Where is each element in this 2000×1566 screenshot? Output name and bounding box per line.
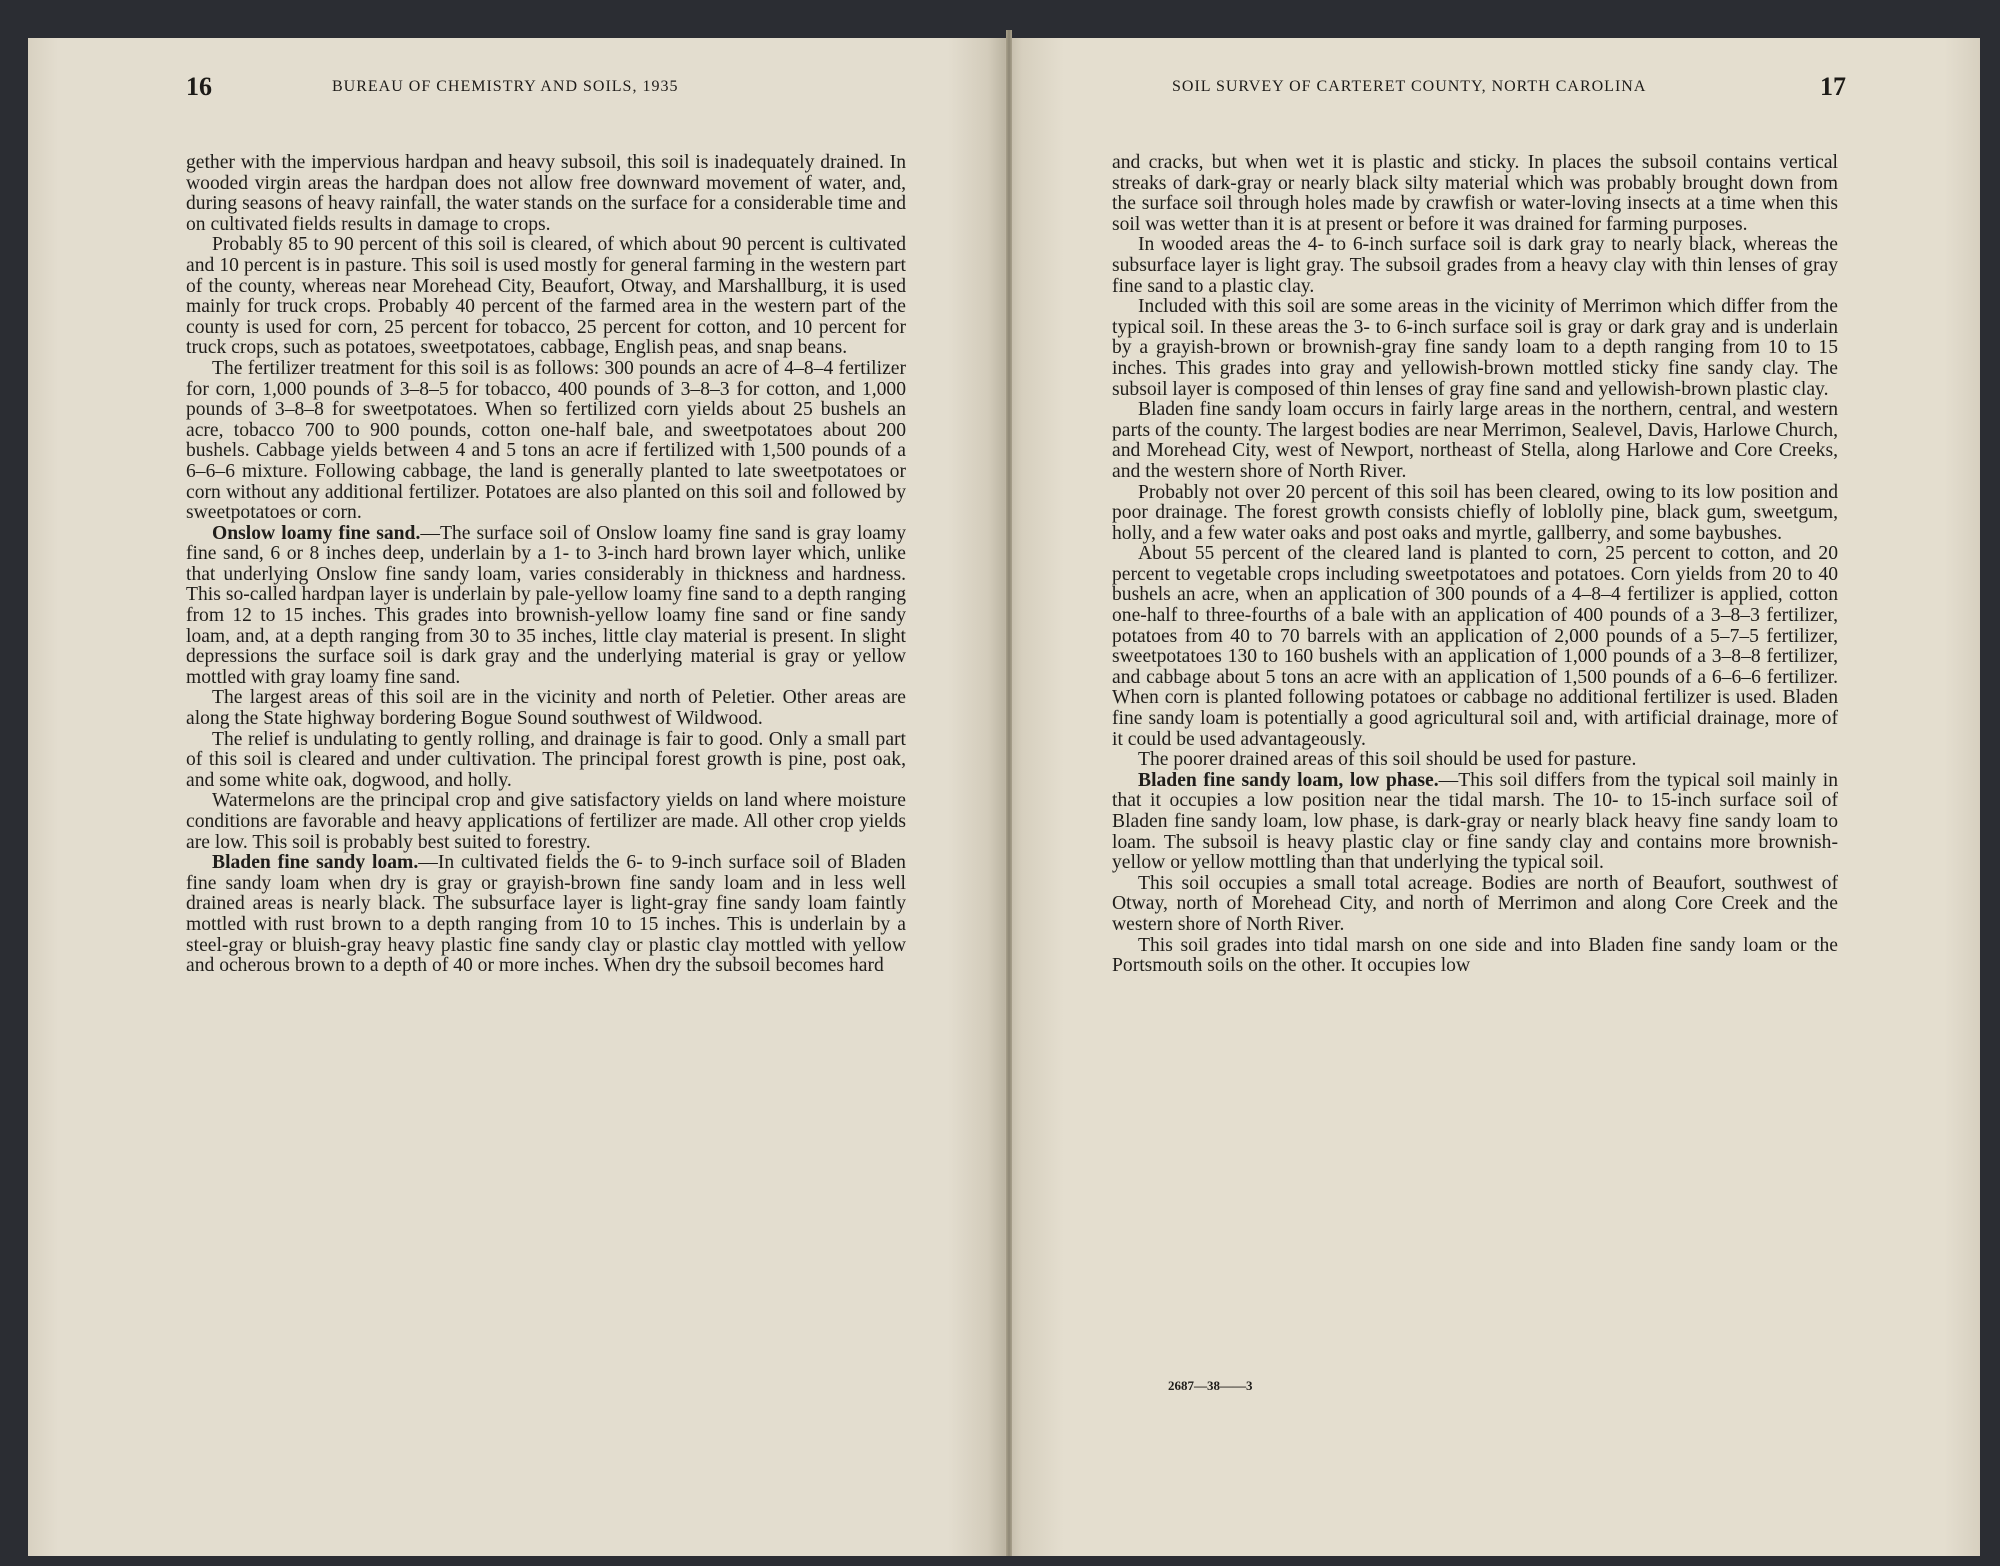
soil-heading: Bladen fine sandy loam, low phase.	[1138, 769, 1439, 791]
paragraph: gether with the impervious hardpan and heavy subsoil, this soil is inadequately drained. In wooded virgin areas the hardpan does not allow free downward movement of water, and, during seasons of heavy rainfall, the water stands on the surface for a considerable time and on cultivated fields results in damage to crops.	[186, 152, 906, 235]
paragraph: This soil grades into tidal marsh on one side and into Bladen fine sandy loam or the Portsmouth soils on the other. It occupies low	[1112, 934, 1838, 977]
right-page-number: 17	[1820, 72, 1846, 101]
paragraph: Included with this soil are some areas in the vicinity of Merrimon which differ from the typical soil. In these areas the 3- to 6-inch surface soil is gray or dark gray and is underlain by a grayish-brown or brownish-gray fine sandy loam to a depth ranging from 10 to 15 inches. This grades into gray and yellowish-brown mottled sticky fine sandy clay. The subsoil layer is composed of thin lenses of gray fine sand and yellowish-brown plastic clay.	[1112, 296, 1838, 400]
paragraph: Bladen fine sandy loam.—In cultivated fields the 6- to 9-inch surface soil of Bladen fine sandy loam when dry is gray or grayish-brown fine sandy loam and in less well drained areas is nearly black. The subsurface layer is light-gray fine sandy loam faintly mottled with rust brown to a depth ranging from 10 to 15 inches. This is underlain by a steel-gray or bluish-gray heavy plastic fine sandy clay or plastic clay mottled with yellow and ocherous brown to a depth of 40 or more inches. When dry the subsoil becomes hard	[186, 852, 906, 977]
left-running-head: BUREAU OF CHEMISTRY AND SOILS, 1935	[332, 78, 679, 95]
paragraph: This soil occupies a small total acreage. Bodies are north of Beaufort, southwest of Otway, north of Morehead City, and north of Merrimon and along Core Creek and the western shore of North River.	[1112, 872, 1838, 935]
paragraph: Probably 85 to 90 percent of this soil is cleared, of which about 90 percent is cultivated and 10 percent is in pasture. This soil is used mostly for general farming in the western part of the county, whereas near Morehead City, Beaufort, Otway, and Marshallburg, it is used mainly for truck crops. Probably 40 percent of the farmed area in the western part of the county is used for corn, 25 percent for tobacco, 25 percent for cotton, and 10 percent for truck crops, such as potatoes, sweetpotatoes, cabbage, English peas, and snap beans.	[186, 234, 906, 359]
paragraph: Bladen fine sandy loam occurs in fairly large areas in the northern, central, and western parts of the county. The largest bodies are near Merrimon, Sealevel, Davis, Harlowe Church, and Morehead City, west of Newport, northeast of Stella, along Harlowe and Core Creeks, and the western shore of North River.	[1112, 399, 1839, 482]
soil-heading: Bladen fine sandy loam.	[212, 852, 419, 874]
right-page-header	[1112, 72, 1846, 102]
right-page-text	[1112, 153, 1838, 977]
paragraph: The fertilizer treatment for this soil is as follows: 300 pounds an acre of 4–8–4 fertilizer for corn, 1,000 pounds of 3–8–5 for tobacco, 400 pounds of 3–8–3 for cotton, and 1,000 pounds of 3–8–8 for sweetpotatoes. When so fertilized corn yields about 25 bushels an acre, tobacco 700 to 900 pounds, cotton one-half bale, and sweetpotatoes about 200 bushels. Cabbage yields between 4 and 5 tons an acre if fertilized with 1,500 pounds of a 6–6–6 mixture. Following cabbage, the land is generally planted to late sweetpotatoes or corn without any additional fertilizer. Potatoes are also planted on this soil and followed by sweetpotatoes or corn.	[186, 357, 906, 524]
paragraph: Probably not over 20 percent of this soil has been cleared, owing to its low position and poor drainage. The forest growth consists chiefly of loblolly pine, black gum, sweetgum, holly, and a few water oaks and post oaks and myrtle, gallberry, and some baybushes.	[1112, 481, 1838, 544]
paragraph: About 55 percent of the cleared land is planted to corn, 25 percent to cotton, and 20 percent to vegetable crops including sweetpotatoes and potatoes. Corn yields from 20 to 40 bushels an acre, when an application of 300 pounds of a 4–8–4 fertilizer is applied, cotton one-half to three-fourths of a bale with an application of 400 pounds of a 3–8–3 fertilizer, potatoes from 40 to 70 barrels with an application of 2,000 pounds of a 5–7–5 fertilizer, sweetpotatoes 130 to 160 bushels with an application of 1,000 pounds of a 3–8–8 fertilizer, and cabbage about 5 tons an acre with an application of 1,500 pounds of a 6–6–6 fertilizer. When corn is planted following potatoes or cabbage no additional fertilizer is used. Bladen fine sandy loam is potentially a good agricultural soil and, with artificial drainage, more of it could be used advantageously.	[1112, 543, 1838, 750]
paragraph: Bladen fine sandy loam, low phase.—This soil differs from the typical soil mainly in that it occupies a low position near the tidal marsh. The 10- to 15-inch surface soil of Bladen fine sandy loam, low phase, is dark-gray or nearly black heavy fine sandy loam to loam. The subsoil is heavy plastic clay or fine sandy clay and contains more brownish-yellow or yellow mottling than that underlying the typical soil.	[1112, 769, 1838, 874]
left-page-number: 16	[186, 72, 212, 101]
soil-heading: Onslow loamy fine sand.	[212, 522, 421, 544]
signature-mark: 2687—38——3	[1168, 1378, 1253, 1393]
paragraph: Watermelons are the principal crop and give satisfactory yields on land where moisture conditions are favorable and heavy applications of fertilizer are made. All other crop yields are low. This soil is probably best suited to forestry.	[186, 790, 906, 853]
paragraph: In wooded areas the 4- to 6-inch surface soil is dark gray to nearly black, whereas the subsurface layer is light gray. The subsoil grades from a heavy clay with thin lenses of gray fine sand to a plastic clay.	[1112, 234, 1838, 297]
paragraph: and cracks, but when wet it is plastic and sticky. In places the subsoil contains vertical streaks of dark-gray or nearly black silty material which was probably brought down from the surface soil through holes made by crawfish or water-loving insects at a time when this soil was wetter than it is at present or before it was drained for farming purposes.	[1112, 152, 1838, 235]
paragraph: Onslow loamy fine sand.—The surface soil of Onslow loamy fine sand is gray loamy fine sand, 6 or 8 inches deep, underlain by a 1- to 3-inch hard brown layer which, unlike that underlying Onslow fine sandy loam, varies considerably in thickness and hardness. This so-called hardpan layer is underlain by pale-yellow loamy fine sand to a depth ranging from 12 to 15 inches. This grades into brownish-yellow loamy fine sand or fine sandy loam, and, at a depth ranging from 30 to 35 inches, little clay material is present. In slight depressions the surface soil is dark gray and the underlying material is gray or yellow mottled with gray loamy fine sand.	[186, 522, 906, 688]
book-gutter	[1006, 30, 1012, 1556]
left-page-text	[186, 153, 906, 977]
left-page-header	[186, 72, 914, 102]
paragraph: The poorer drained areas of this soil should be used for pasture.	[1138, 749, 1637, 771]
right-running-head: SOIL SURVEY OF CARTERET COUNTY, NORTH CAROLINA	[1172, 78, 1647, 95]
paragraph: The relief is undulating to gently rolling, and drainage is fair to good. Only a small part of this soil is cleared and under cultivation. The principal forest growth is pine, post oak, and some white oak, dogwood, and holly.	[186, 728, 906, 791]
paragraph: The largest areas of this soil are in the vicinity and north of Peletier. Other areas are along the State highway bordering Bogue Sound southwest of Wildwood.	[186, 687, 906, 730]
